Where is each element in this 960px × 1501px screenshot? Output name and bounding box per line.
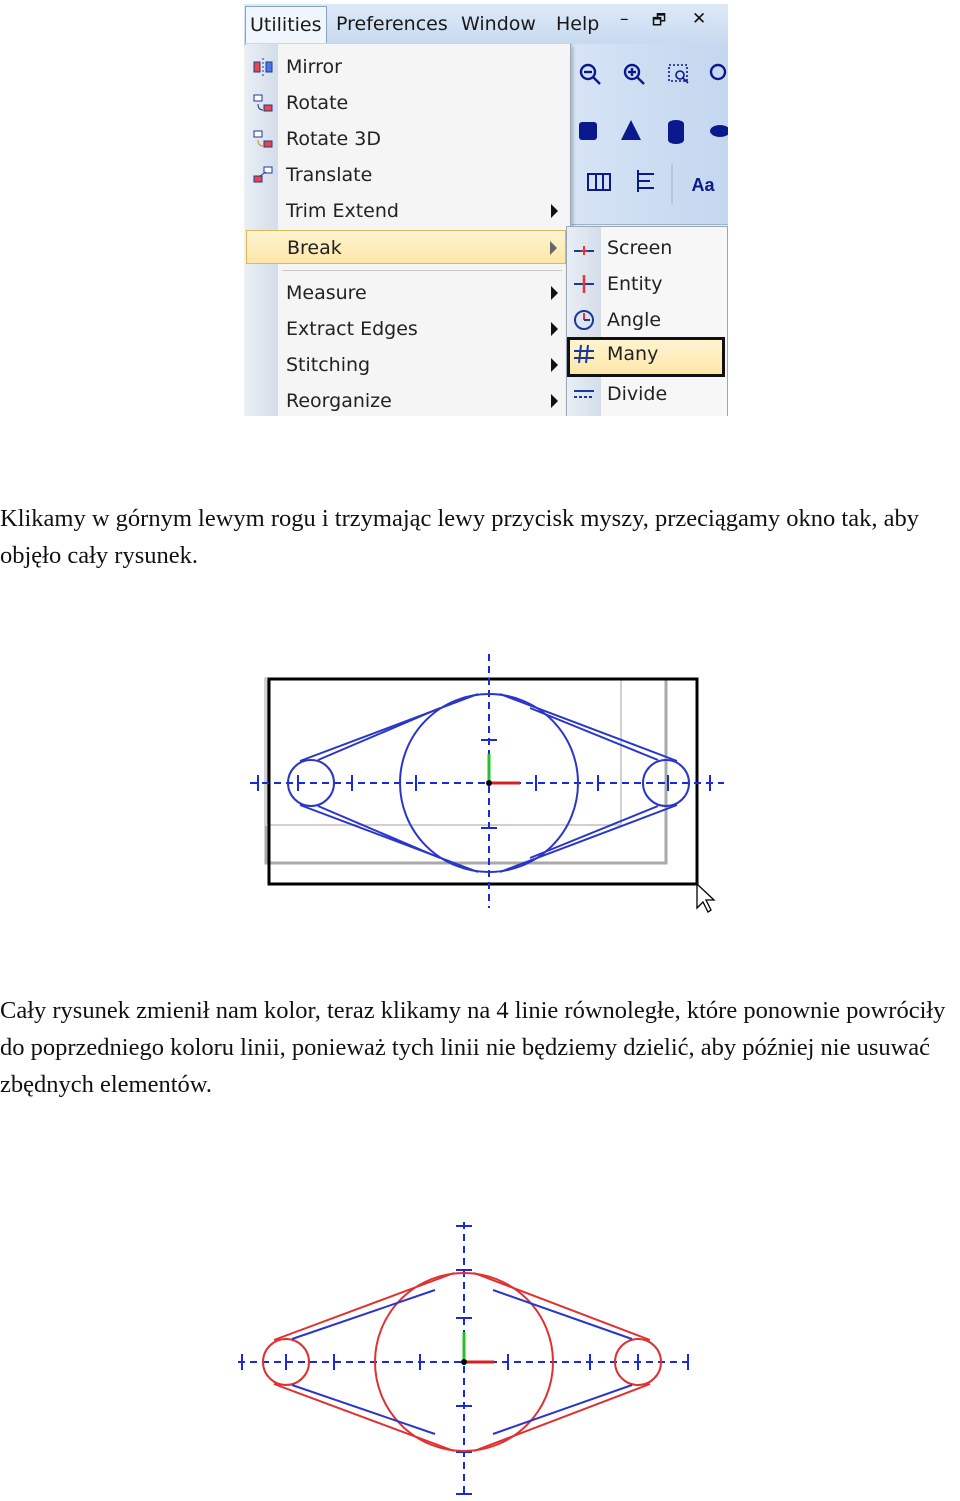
submenu-item-many[interactable]: [567, 337, 725, 377]
break-divide-icon: [573, 383, 595, 405]
submenu-arrow-icon: [550, 241, 557, 255]
submenu-arrow-icon: [551, 322, 558, 336]
submenu-item-label: Screen: [607, 237, 673, 259]
menu-item-label: Reorganize: [286, 390, 392, 412]
menu-item-label: Rotate 3D: [286, 128, 381, 150]
rotate-3d-icon: [252, 128, 274, 150]
menu-item-mirror[interactable]: [246, 50, 566, 84]
dimension-icon[interactable]: [588, 174, 610, 190]
close-icon[interactable]: ✕: [692, 9, 707, 29]
menu-bar: [244, 4, 728, 45]
submenu-item-entity[interactable]: [567, 267, 725, 301]
rotate-icon: [252, 92, 274, 114]
zoom-previous-icon[interactable]: [711, 65, 725, 79]
submenu-item-angle[interactable]: [567, 303, 725, 337]
restore-icon[interactable]: 🗗: [652, 11, 667, 29]
mirror-icon: [252, 56, 274, 78]
menu-item-rotate[interactable]: [246, 86, 566, 120]
menu-item-translate[interactable]: [246, 158, 566, 192]
menu-window[interactable]: Window: [461, 13, 536, 35]
previous-selection-rect: [266, 679, 666, 863]
zoom-out-icon[interactable]: [581, 65, 600, 84]
submenu-arrow-icon: [551, 394, 558, 408]
table-icon[interactable]: [638, 170, 654, 192]
utilities-dropdown: [246, 44, 571, 416]
box-icon[interactable]: [579, 122, 597, 140]
menu-item-measure[interactable]: [246, 276, 566, 310]
menu-item-break[interactable]: [246, 230, 566, 264]
menu-item-label: Rotate: [286, 92, 349, 114]
instruction-paragraph-1: Klikamy w górnym lewym rogu i trzymając lewy przycisk myszy, przeciągamy okno tak, aby objęło cały rysunek.: [0, 505, 919, 569]
break-angle-icon: [573, 309, 595, 331]
submenu-item-label: Divide: [607, 383, 668, 405]
origin-point: [486, 780, 492, 786]
menu-item-label: Translate: [286, 164, 373, 186]
cylinder-icon[interactable]: [668, 120, 684, 144]
torus-icon[interactable]: [710, 125, 728, 137]
menu-item-stitching[interactable]: [246, 348, 566, 382]
menu-item-label: Extract Edges: [286, 318, 418, 340]
menu-item-reorganize[interactable]: [246, 384, 566, 416]
submenu-item-label: Many: [607, 343, 659, 365]
minimize-icon[interactable]: –: [620, 9, 629, 29]
cone-icon[interactable]: [621, 120, 641, 140]
break-many-icon: [573, 343, 595, 365]
menu-item-trim-extend[interactable]: [246, 194, 566, 228]
submenu-arrow-icon: [551, 286, 558, 300]
menu-item-rotate-3d[interactable]: [246, 122, 566, 156]
selection-window-drawing: [240, 646, 740, 916]
menu-screenshot: [244, 4, 728, 416]
menu-utilities[interactable]: Utilities: [245, 6, 327, 43]
menu-item-label: Stitching: [286, 354, 371, 376]
zoom-in-icon[interactable]: [625, 65, 644, 84]
text-style-icon[interactable]: Aa: [691, 175, 715, 195]
menu-preferences[interactable]: Preferences: [336, 13, 448, 35]
light-selection-edge: [266, 679, 621, 825]
break-submenu: [566, 226, 728, 416]
submenu-arrow-icon: [551, 358, 558, 372]
menu-item-label: Trim Extend: [286, 200, 399, 222]
menu-help[interactable]: Help: [556, 13, 600, 35]
menu-separator: [282, 270, 562, 271]
submenu-arrow-icon: [551, 204, 558, 218]
submenu-item-label: Angle: [607, 309, 662, 331]
mouse-cursor-icon: [697, 884, 714, 912]
menu-item-extract-edges[interactable]: [246, 312, 566, 346]
break-screen-icon: [573, 237, 595, 259]
centerlines: [238, 1222, 694, 1496]
menu-item-label: Measure: [286, 282, 367, 304]
menu-item-label: Break: [287, 237, 342, 259]
instruction-paragraph-2: Cały rysunek zmienił nam kolor, teraz klikamy na 4 linie równoległe, które ponownie powróciły do poprzedniego koloru linii, ponieważ tych linii nie będziemy dzielić, aby później nie usuwać zbędnych elementów.: [0, 997, 946, 1098]
submenu-item-divide[interactable]: [567, 377, 725, 411]
recolored-drawing: [230, 1214, 710, 1500]
origin-point: [461, 1359, 467, 1365]
break-entity-icon: [573, 273, 595, 295]
submenu-item-screen[interactable]: [567, 231, 725, 265]
menu-item-label: Mirror: [286, 56, 342, 78]
zoom-window-icon[interactable]: [669, 65, 688, 83]
translate-icon: [252, 164, 274, 186]
submenu-item-label: Entity: [607, 273, 663, 295]
